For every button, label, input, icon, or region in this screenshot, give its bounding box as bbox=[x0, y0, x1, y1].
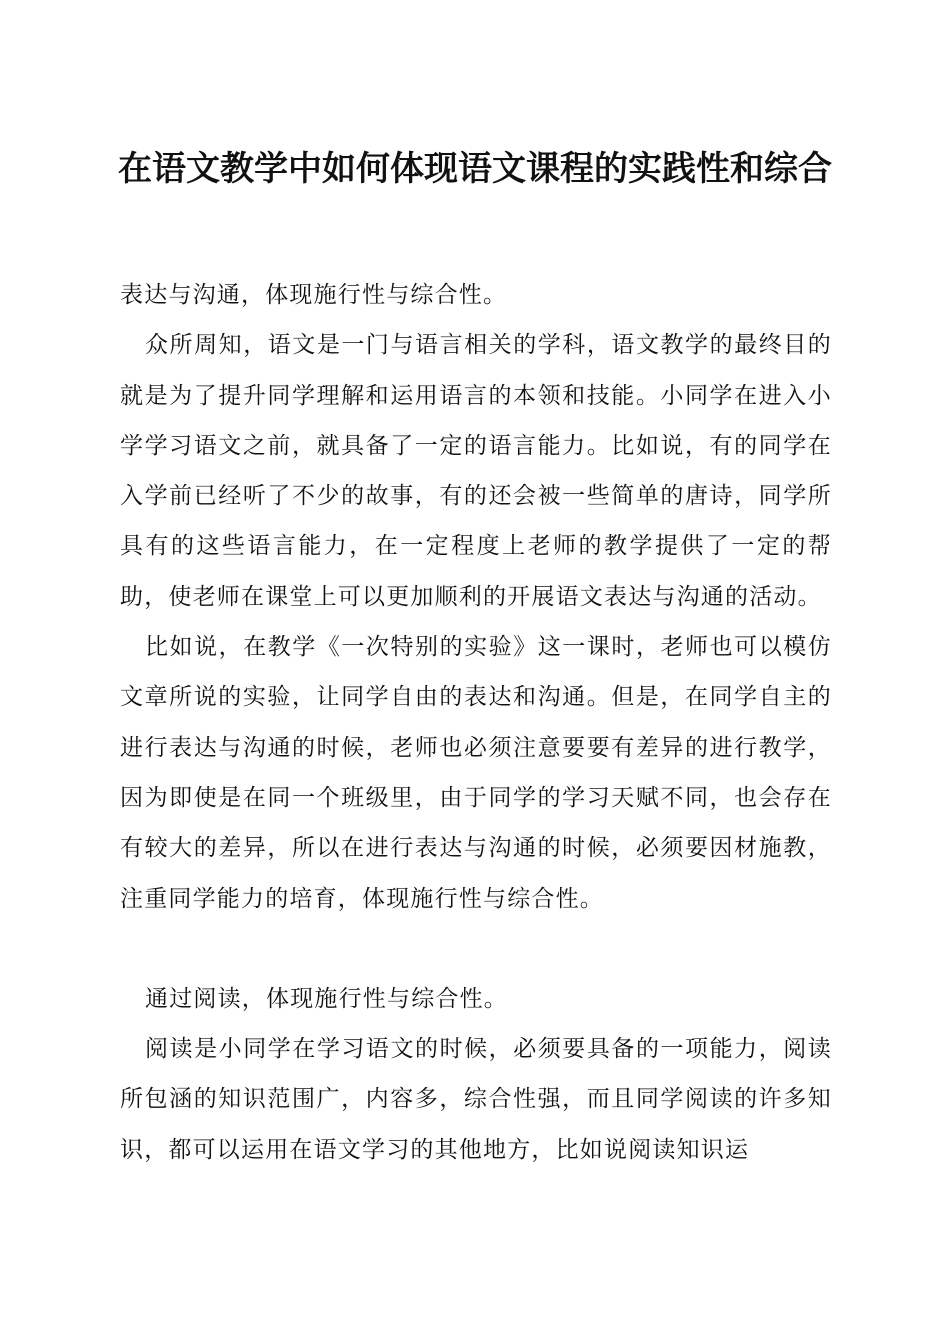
document-body bbox=[120, 270, 832, 1175]
paragraph-1: 表达与沟通，体现施行性与综合性。 bbox=[120, 282, 508, 308]
document-title: 在语文教学中如何体现语文课程的实践性和综合 bbox=[118, 149, 832, 189]
paragraph-4: 通过阅读，体现施行性与综合性。 bbox=[145, 985, 508, 1012]
paragraph-5: 阅读是小同学在学习语文的时候，必须要具备的一项能力，阅读所包涵的知识范围广，内容多，综合性强，而且同学阅读的许多知识，都可以运用在语文学习的其他地方，比如说阅读知识运 bbox=[120, 1036, 832, 1163]
paragraph-spacer bbox=[120, 924, 832, 974]
paragraph-2: 众所周知，语文是一门与语言相关的学科，语文教学的最终目的就是为了提升同学理解和运用语言的本领和技能。小同学在进入小学学习语文之前，就具备了一定的语言能力。比如说，有的同学在入学前已经听了不少的故事，有的还会被一些简单的唐诗，同学所具有的这些语言能力，在一定程度上老师的教学提供了一定的帮助，使老师在课堂上可以更加顺利的开展语文表达与沟通的活动。 bbox=[120, 332, 832, 610]
paragraph-3: 比如说，在教学《一次特别的实验》这一课时，老师也可以模仿文章所说的实验，让同学自由的表达和沟通。但是，在同学自主的进行表达与沟通的时候，老师也必须注意要要有差异的进行教学，因为即使是在同一个班级里，由于同学的学习天赋不同，也会存在有较大的差异，所以在进行表达与沟通的时候，必须要因材施教，注重同学能力的培育，体现施行性与综合性。 bbox=[120, 634, 832, 912]
